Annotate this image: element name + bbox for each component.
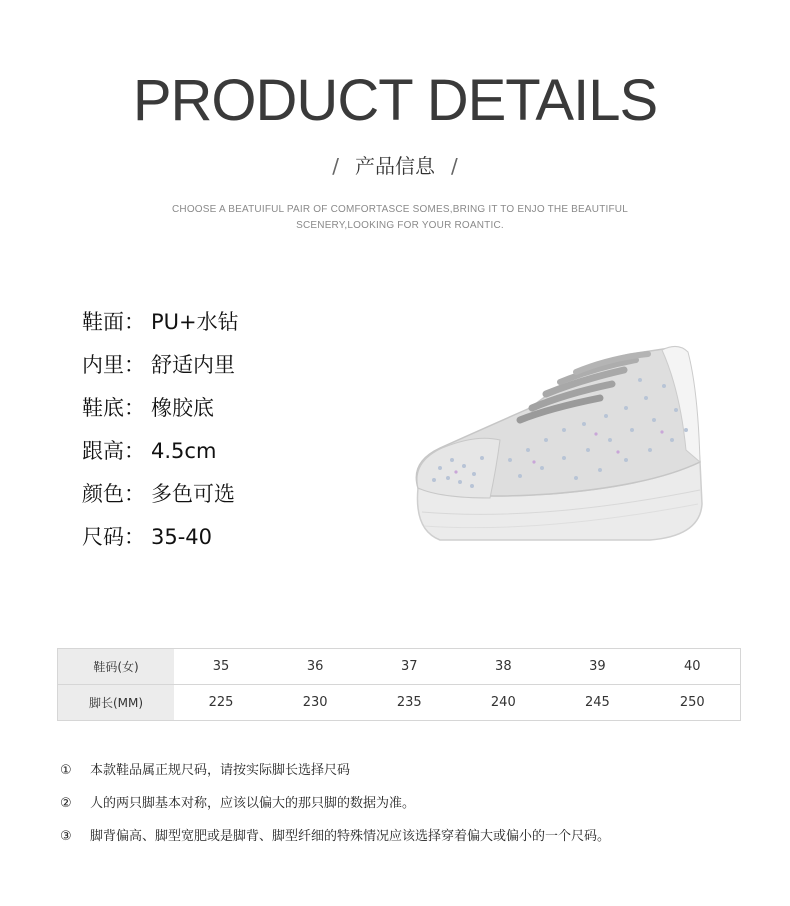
spec-row-color <box>82 479 239 522</box>
tagline-line-1: CHOOSE A BEATUIFUL PAIR OF COMFORTASCE SOMES,BRING IT TO ENJO THE BEAUTIFUL <box>171 204 628 215</box>
tagline <box>130 202 670 234</box>
table-row <box>58 685 741 721</box>
spec-value: 舒适内里 <box>151 353 235 377</box>
spec-list <box>82 307 239 565</box>
note-item <box>60 826 610 859</box>
subtitle-slash-right: / <box>451 154 458 178</box>
size-table <box>57 648 741 721</box>
table-cell: 40 <box>644 649 740 685</box>
spec-row-upper <box>82 307 239 350</box>
table-cell: 35 <box>174 649 268 685</box>
table-cell: 245 <box>550 685 644 721</box>
row-header-length: 脚长(MM) <box>58 685 175 721</box>
spec-label: 颜色： <box>82 482 145 506</box>
note-number: ② <box>60 796 72 811</box>
note-number: ① <box>60 763 72 778</box>
subtitle-text: 产品信息 <box>355 154 435 178</box>
row-header-size: 鞋码(女) <box>58 649 175 685</box>
note-text: 脚背偏高、脚型宽肥或是脚背、脚型纤细的特殊情况应该选择穿着偏大或偏小的一个尺码。 <box>90 829 611 844</box>
note-text: 本款鞋品属正规尺码，请按实际脚长选择尺码 <box>90 763 351 778</box>
table-cell: 39 <box>550 649 644 685</box>
page-title: PRODUCT DETAILS <box>132 68 658 133</box>
note-item <box>60 793 610 826</box>
spec-row-heel <box>82 436 239 479</box>
table-cell: 230 <box>268 685 362 721</box>
spec-row-lining <box>82 350 239 393</box>
table-cell: 235 <box>362 685 456 721</box>
spec-row-sole <box>82 393 239 436</box>
spec-label: 鞋面： <box>82 310 145 334</box>
note-number: ③ <box>60 829 72 844</box>
spec-value: 橡胶底 <box>151 396 214 420</box>
subtitle-slash-left: / <box>332 154 339 178</box>
tagline-line-2: SCENERY,LOOKING FOR YOUR ROANTIC. <box>296 220 504 231</box>
table-cell: 250 <box>644 685 740 721</box>
spec-label: 内里： <box>82 353 145 377</box>
spec-row-size <box>82 522 239 565</box>
spec-label: 鞋底： <box>82 396 145 420</box>
spec-label: 尺码： <box>82 525 145 549</box>
subtitle <box>0 150 790 179</box>
table-cell: 225 <box>174 685 268 721</box>
spec-value: 4.5cm <box>151 439 217 463</box>
spec-value: PU+水钻 <box>151 310 239 334</box>
table-cell: 240 <box>456 685 550 721</box>
table-cell: 36 <box>268 649 362 685</box>
notes-list <box>60 760 610 859</box>
note-text: 人的两只脚基本对称，应该以偏大的那只脚的数据为准。 <box>90 796 416 811</box>
spec-value: 35-40 <box>151 525 213 549</box>
table-row <box>58 649 741 685</box>
table-cell: 38 <box>456 649 550 685</box>
table-cell: 37 <box>362 649 456 685</box>
note-item <box>60 760 610 793</box>
product-image <box>400 290 750 590</box>
spec-label: 跟高： <box>82 439 145 463</box>
spec-value: 多色可选 <box>151 482 235 506</box>
